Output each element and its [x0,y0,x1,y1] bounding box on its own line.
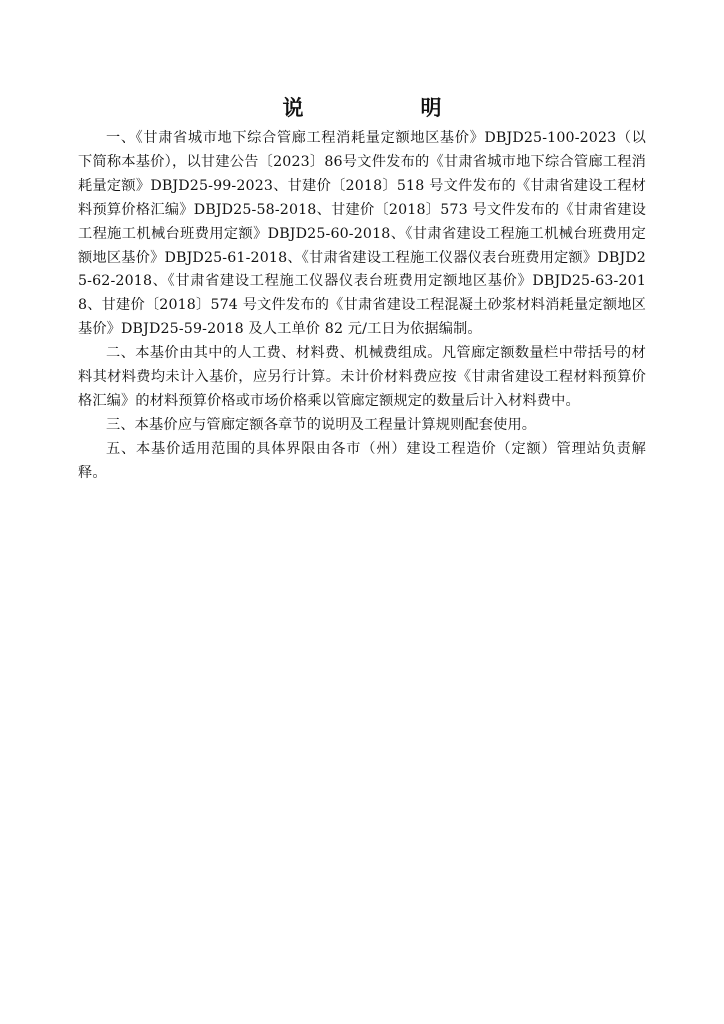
paragraph-5: 五、本基价适用范围的具体界限由各市（州）建设工程造价（定额）管理站负责解释。 [78,440,646,481]
paragraph-1: 一、《甘肃省城市地下综合管廊工程消耗量定额地区基价》DBJD25-100-2023（以下简称本基价），以甘建公告〔2023〕86号文件发布的《甘肃省城市地下综合管廊工程消耗量定额》DBJD25-99-2023、甘建价〔2018〕518 号文件发布的《甘肃省建设工程材料预算价格汇编》DBJD25-58-2018、甘建价〔2018〕573 号文件发布的《甘肃省建设工程施工机械台班费用定额》DBJD25-60-2018、《甘肃省建设工程施工机械台班费用定额地区基价》DBJD25-61-2018、《甘肃省建设工程施工仪器仪表台班费用定额》DBJD25-62-2018、《甘肃省建设工程施工仪器仪表台班费用定额地区基价》DBJD25-63-2018、甘建价〔2018〕574 号文件发布的《甘肃省建设工程混凝土砂浆材料消耗量定额地区基价》DBJD25-59-2018 及人工单价 82 元/工日为依据编制。 [78,130,646,338]
paragraph-3: 三、本基价应与管廊定额各章节的说明及工程量计算规则配套使用。 [106,416,537,433]
page-title: 说 明 [282,96,490,120]
paragraph-2: 二、本基价由其中的人工费、材料费、机械费组成。凡管廊定额数量栏中带括号的材料其材料费均未计入基价，应另行计算。未计价材料费应按《甘肃省建设工程材料预算价格汇编》的材料预算价格或市场价格乘以管廊定额规定的数量后计入材料费中。 [78,345,646,409]
document-body [78,127,646,486]
